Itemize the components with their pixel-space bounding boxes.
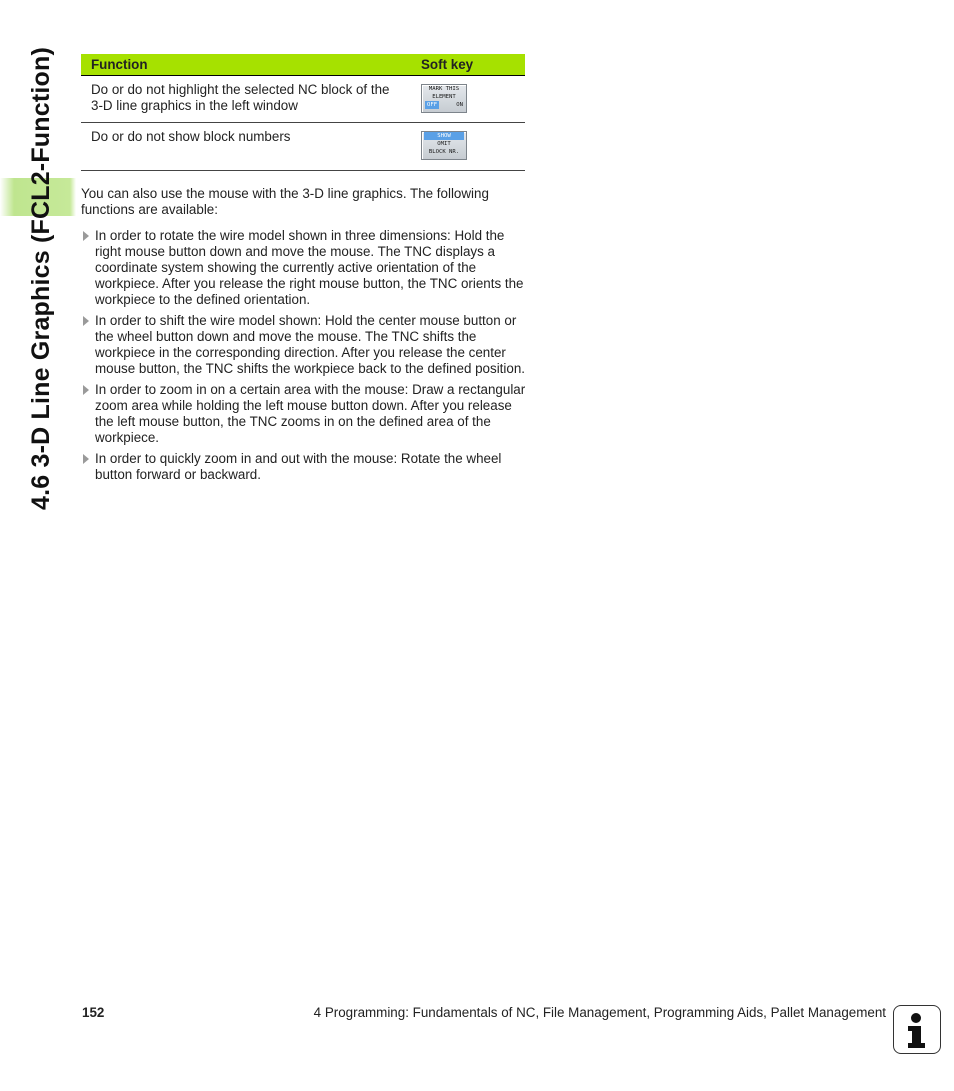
block-numbers-softkey[interactable] xyxy=(421,131,467,160)
table-row xyxy=(81,123,525,171)
triangle-right-icon xyxy=(83,231,89,241)
header-softkey: Soft key xyxy=(411,54,525,76)
softkey-cell xyxy=(411,76,525,123)
info-icon-glyph xyxy=(894,1006,939,1052)
list-item xyxy=(81,451,527,483)
mark-element-softkey[interactable] xyxy=(421,84,467,113)
page-number: 152 xyxy=(82,1005,105,1020)
function-softkey-table xyxy=(81,54,525,171)
softkey-cell xyxy=(411,123,525,171)
list-item-text: In order to rotate the wire model shown in three dimensions: Hold the right mouse button down and move the mouse. The TNC displays a coordinate system showing the currently active orientation of the workpiece. After you release the right mouse button, the TNC orients the workpiece to the defined orientation. xyxy=(95,228,524,307)
list-item xyxy=(81,313,527,377)
list-item-text: In order to zoom in on a certain area with the mouse: Draw a rectangular zoom area while holding the left mouse button down. After you release the left mouse button, the TNC zooms in on the defined area of the workpiece. xyxy=(95,382,526,445)
body-text xyxy=(81,186,527,488)
intro-paragraph: You can also use the mouse with the 3-D line graphics. The following functions are available: xyxy=(81,186,489,217)
triangle-right-icon xyxy=(83,454,89,464)
function-description: Do or do not highlight the selected NC block of the 3-D line graphics in the left window xyxy=(81,76,411,123)
softkey-option-show: SHOW xyxy=(424,132,464,140)
triangle-right-icon xyxy=(83,385,89,395)
function-description: Do or do not show block numbers xyxy=(81,123,411,171)
table-row xyxy=(81,76,525,123)
softkey-option-off: OFF xyxy=(427,102,438,108)
bullet-list xyxy=(81,228,527,483)
header-function: Function xyxy=(81,54,411,76)
softkey-line: ELEMENT xyxy=(432,94,456,100)
list-item xyxy=(81,382,527,446)
triangle-right-icon xyxy=(83,316,89,326)
softkey-line: MARK THIS xyxy=(428,86,460,92)
chapter-footer: 4 Programming: Fundamentals of NC, File Management, Programming Aids, Pallet Management xyxy=(313,1005,886,1020)
softkey-option-on: ON xyxy=(456,102,463,108)
info-icon[interactable] xyxy=(893,1005,941,1054)
list-item-text: In order to shift the wire model shown: Hold the center mouse button or the wheel button down and move the mouse. The TNC shifts the workpiece in the corresponding direction. After you release the center mouse button, the TNC shifts the workpiece back to the defined position. xyxy=(95,313,525,376)
softkey-option-omit: OMIT xyxy=(437,141,451,147)
softkey-line: BLOCK NR. xyxy=(428,149,460,155)
list-item-text: In order to quickly zoom in and out with the mouse: Rotate the wheel button forward or backward. xyxy=(95,451,502,482)
table-header-row xyxy=(81,54,525,76)
section-title-vertical: 4.6 3-D Line Graphics (FCL2-Function) xyxy=(27,47,55,510)
list-item xyxy=(81,228,527,308)
